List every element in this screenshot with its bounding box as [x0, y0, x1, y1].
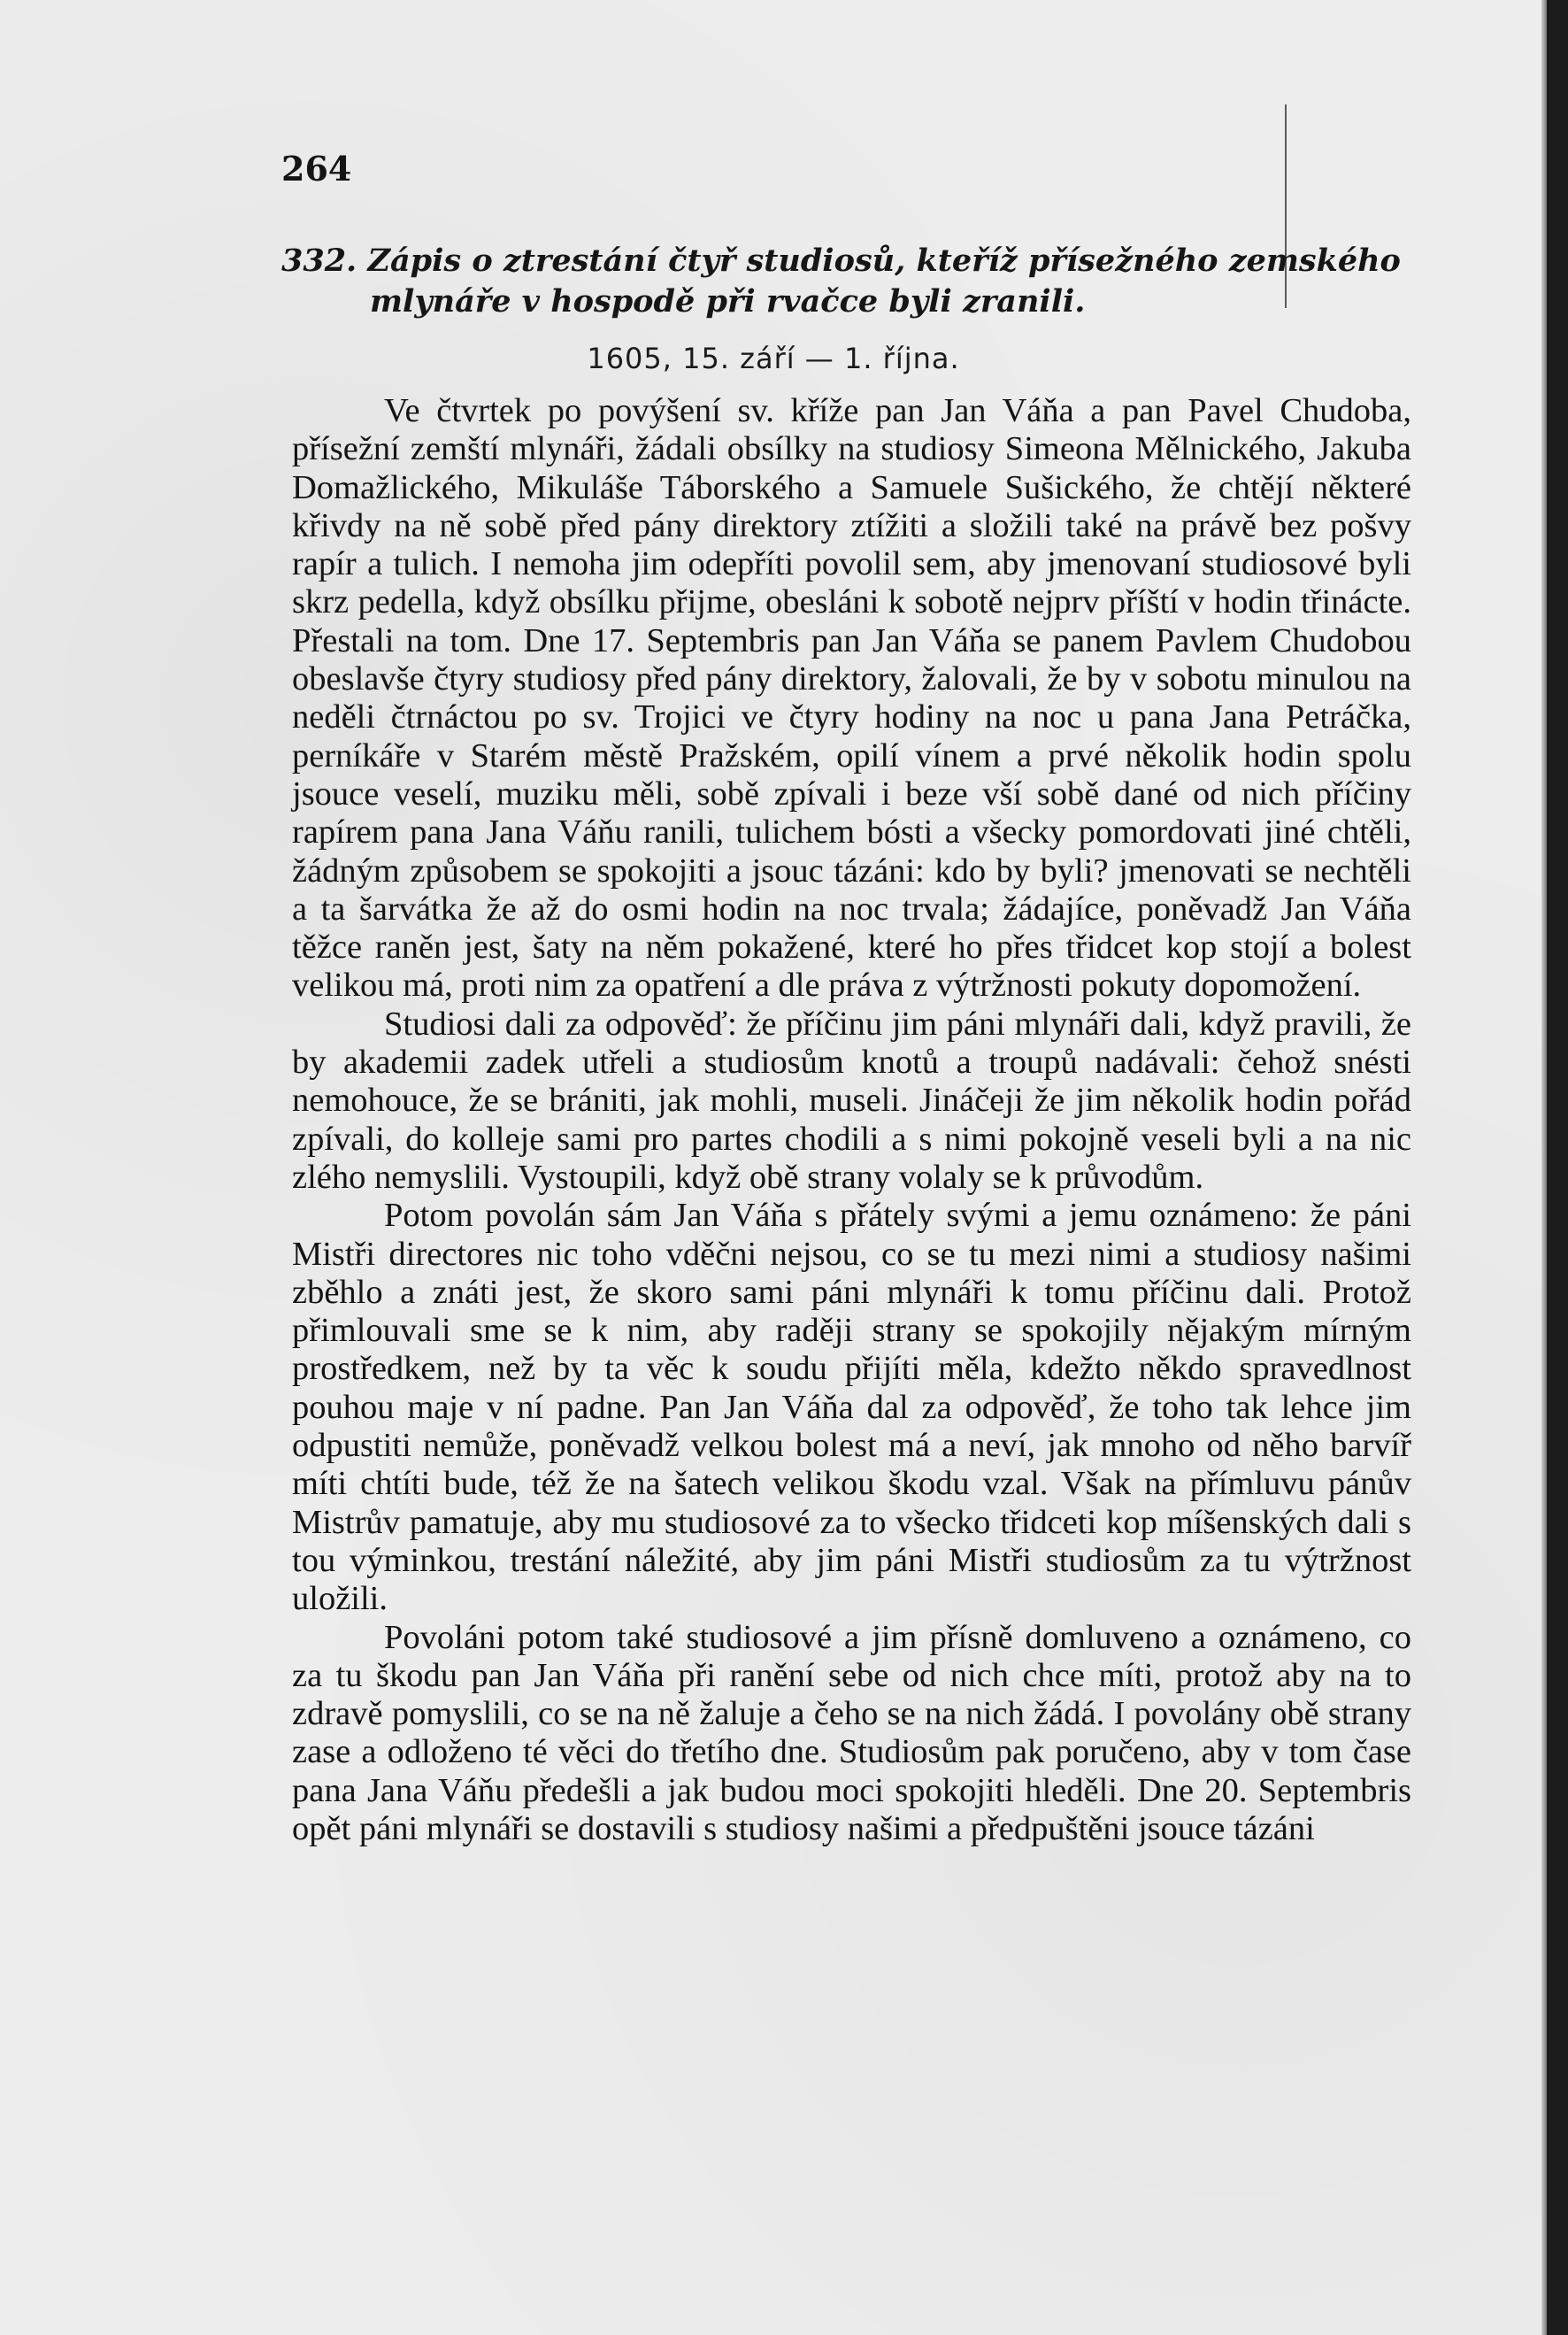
paragraph-1: Ve čtvrtek po povýšení sv. kříže pan Jan Váňa a pan Pavel Chudoba, přísežní zemští mlynáři, žádali obsílky na studiosy Simeona Mělnického, Jakuba Domažlického, Mikuláše Táborského a Samuele Sušického, že chtějí některé křivdy na ně sobě před pány direktory ztížiti a složili také na právě bez pošvy rapír a tulich. I nemoha jim odepříti povolil sem, aby jmenovaní studiosové byli skrz pedella, když obsílku přijme, obesláni k sobotě nejprv příští v hodin třinácte. Přestali na tom. Dne 17. Septembris pan Jan Váňa se panem Pavlem Chudobou obeslavše čtyry studiosy před pány direktory, žalovali, že by v sobotu minulou na neděli čtrnáctou po sv. Trojici ve čtyry hodiny na noc u pana Jana Petráčka, perníkáře v Starém městě Pražském, opilí vínem a prvé několik hodin spolu jsouce veselí, muziku měli, sobě zpívali i beze vší sobě dané od nich příčiny rapírem pana Jana Váňu ranili, tulichem bósti a všecky pomordovati jiné chtěli, žádným způsobem se spokojiti a jsouc tázáni: kdo by byli? jmenovati se nechtěli a ta šarvátka že až do osmi hodin na noc trvala; žádajíce, poněvadž Jan Váňa těžce raněn jest, šaty na něm pokažené, které ho přes třidcet kop stojí a bolest velikou má, proti nim za opatření a dle práva z výtržnosti pokuty dopomožení. — [292, 392, 1411, 1005]
document-number: 332. — [281, 243, 357, 279]
paragraph-3: Potom povolán sám Jan Váňa s přátely svými a jemu oznámeno: že páni Mistři directores nic toho vděčni nejsou, co se tu mezi nimi a studiosy našimi zběhlo a znáti jest, že skoro sami páni mlynáři k tomu příčinu dali. Protož přimlouvali sme se k nim, aby raději strany se spokojily nějakým mírným prostředkem, než by ta věc k soudu přijíti měla, kdežto někdo spravedlnost pouhou maje v ní padne. Pan Jan Váňa dal za odpověď, že toho tak lehce jim odpustiti nemůže, poněvadž velkou bolest má a neví, jak mnoho od něho barvíř míti chtíti bude, též že na šatech velikou škodu vzal. Však na přímluvu pánův Mistrův pamatuje, aby mu studiosové za to všecko třidceti kop míšenských dali s tou výminkou, trestání náležité, aby jim páni Mistři studiosům za tu výtržnost uložili. — [292, 1197, 1411, 1618]
page-number: 264 — [281, 149, 352, 189]
body-text — [292, 392, 1411, 1848]
heading-line-1: Zápis o ztrestání čtyř studiosů, kteříž přísežného zemského — [367, 243, 1401, 279]
scan-border — [1547, 0, 1568, 2335]
paragraph-4: Povoláni potom také studiosové a jim přísně domluveno a oznámeno, co za tu škodu pan Jan Váňa při ranění sebe od nich chce míti, protož aby na to zdravě pomyslili, co se na ně žaluje a čeho se na nich žádá. I povolány obě strany zase a odloženo té věci do třetího dne. Studiosům pak poručeno, aby v tom čase pana Jana Váňu předešli a jak budou moci spokojiti hleděli. Dne 20. Septembris opět páni mlynáři se dostavili s studiosy našimi a předpuštěni jsouce tázáni — [292, 1618, 1411, 1847]
document-heading — [281, 241, 1414, 322]
heading-line-2: mlynáře v hospodě při rvačce byli zranili. — [370, 283, 1086, 320]
dateline: 1605, 15. září — 1. října. — [587, 342, 960, 375]
paragraph-2: Studiosi dali za odpověď: že příčinu jim páni mlynáři dali, když pravili, že by akademii zadek utřeli a studiosům knotů a troupů nadávali: čehož snésti nemohouce, že se brániti, jak mohli, museli. Jináčeji že jim několik hodin pořád zpívali, do kolleje sami pro partes chodili a s nimi pokojně veseli byli a na nic zlého nemyslili. Vystoupili, když obě strany volaly se k průvodům. — [292, 1005, 1411, 1196]
